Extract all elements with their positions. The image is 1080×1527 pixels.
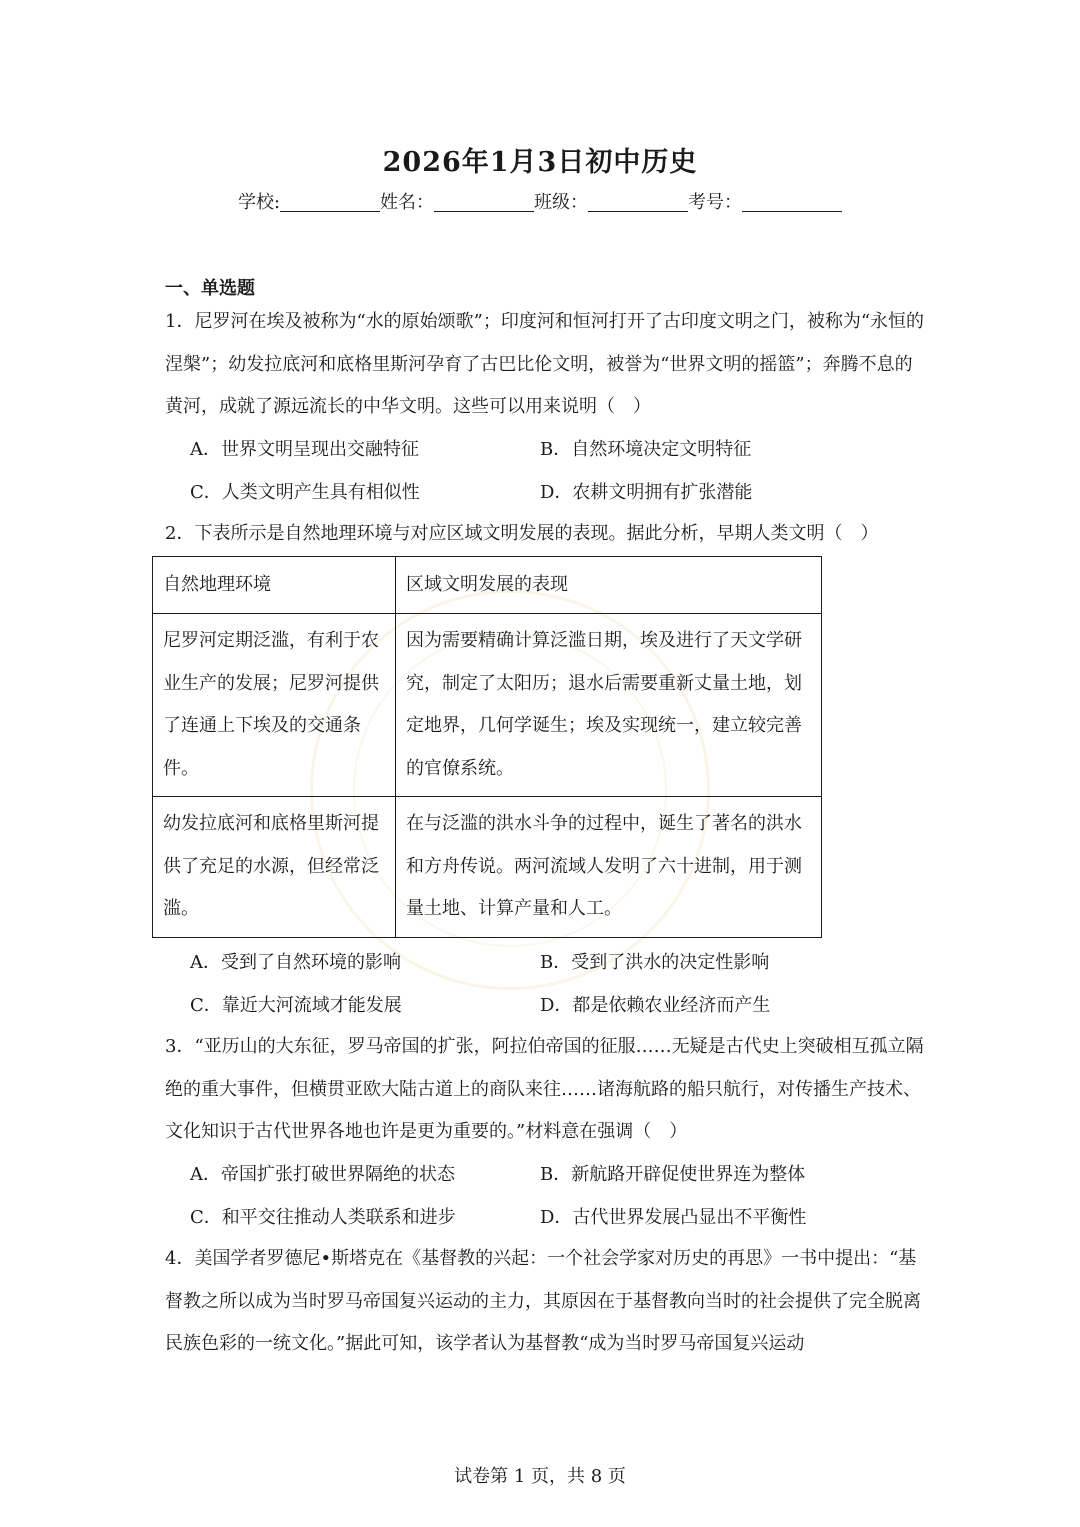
question-3-option-a[interactable]: A．帝国扩张打破世界隔绝的状态 [190,1164,455,1185]
question-3-option-d[interactable]: D．古代世界发展凸显出不平衡性 [540,1206,807,1228]
question-1-option-a[interactable]: A．世界文明呈现出交融特征 [190,439,419,460]
table-header-cell: 自然地理环境 [153,557,396,614]
question-2-option-c[interactable]: C．靠近大河流域才能发展 [190,994,402,1016]
question-3-text: 3．“亚历山的大东征，罗马帝国的扩张，阿拉伯帝国的征服……无疑是古代史上突破相互孤立隔绝的重大事件，但横贯亚欧大陆古道上的商队来往……诸海航路的船只航行，对传播生产技术、文化知识于古代世界各地也许是更为重要的。”材料意在强调（ ） [165,1036,924,1142]
student-info-line [0,188,1080,214]
question-2-option-d[interactable]: D．都是依赖农业经济而产生 [540,994,771,1016]
class-blank[interactable] [588,193,688,212]
table-cell: 因为需要精确计算泛滥日期，埃及进行了天文学研究，制定了太阳历；退水后需要重新丈量土地，划定地界，几何学诞生；埃及实现统一，建立较完善的官僚系统。 [396,614,822,797]
id-blank[interactable] [742,193,842,212]
name-label: 姓名： [380,192,435,213]
question-2-options [190,942,890,1027]
question-1-options [190,429,890,514]
class-label: 班级： [534,192,589,213]
table-cell: 尼罗河定期泛滥，有利于农业生产的发展；尼罗河提供了连通上下埃及的交通条件。 [153,614,396,797]
question-1-option-c[interactable]: C．人类文明产生具有相似性 [190,481,420,503]
question-2-option-a[interactable]: A．受到了自然环境的影响 [190,952,401,973]
question-2-text: 2．下表所示是自然地理环境与对应区域文明发展的表现。据此分析，早期人类文明（ ） [165,523,879,544]
question-3-option-c[interactable]: C．和平交往推动人类联系和进步 [190,1206,456,1228]
page-title: 2026年1月3日初中历史 [382,147,698,178]
question-2-option-b[interactable]: B．受到了洪水的决定性影响 [540,952,770,973]
question-1-option-b[interactable]: B．自然环境决定文明特征 [540,439,752,460]
table-row [153,797,822,938]
school-blank[interactable] [280,193,380,212]
table-header-row [153,557,822,614]
table-row [153,614,822,797]
table-cell: 在与泛滥的洪水斗争的过程中，诞生了著名的洪水和方舟传说。两河流域人发明了六十进制，用于测量土地、计算产量和人工。 [396,797,822,938]
name-blank[interactable] [434,193,534,212]
question-2-table [152,556,822,938]
page-footer: 试卷第 1 页，共 8 页 [454,1466,626,1487]
section-title: 一、单选题 [165,278,255,299]
question-3-options [190,1154,890,1239]
question-3-option-b[interactable]: B．新航路开辟促使世界连为整体 [540,1164,806,1185]
question-1-option-d[interactable]: D．农耕文明拥有扩张潜能 [540,481,753,503]
question-4-text: 4．美国学者罗德尼•斯塔克在《基督教的兴起：一个社会学家对历史的再思》一书中提出：“基督教之所以成为当时罗马帝国复兴运动的主力，其原因在于基督教向当时的社会提供了完全脱离民族色彩的一统文化。”据此可知，该学者认为基督教“成为当时罗马帝国复兴运动 [165,1248,921,1354]
question-1-text: 1．尼罗河在埃及被称为“水的原始颂歌”；印度河和恒河打开了古印度文明之门，被称为“永恒的涅槃”；幼发拉底河和底格里斯河孕育了古巴比伦文明，被誉为“世界文明的摇篮”；奔腾不息的黄河，成就了源远流长的中华文明。这些可以用来说明（ ） [165,311,925,417]
table-cell: 幼发拉底河和底格里斯河提供了充足的水源，但经常泛滥。 [153,797,396,938]
table-header-cell: 区域文明发展的表现 [396,557,822,614]
id-label: 考号： [688,192,743,213]
school-label: 学校: [237,192,281,213]
